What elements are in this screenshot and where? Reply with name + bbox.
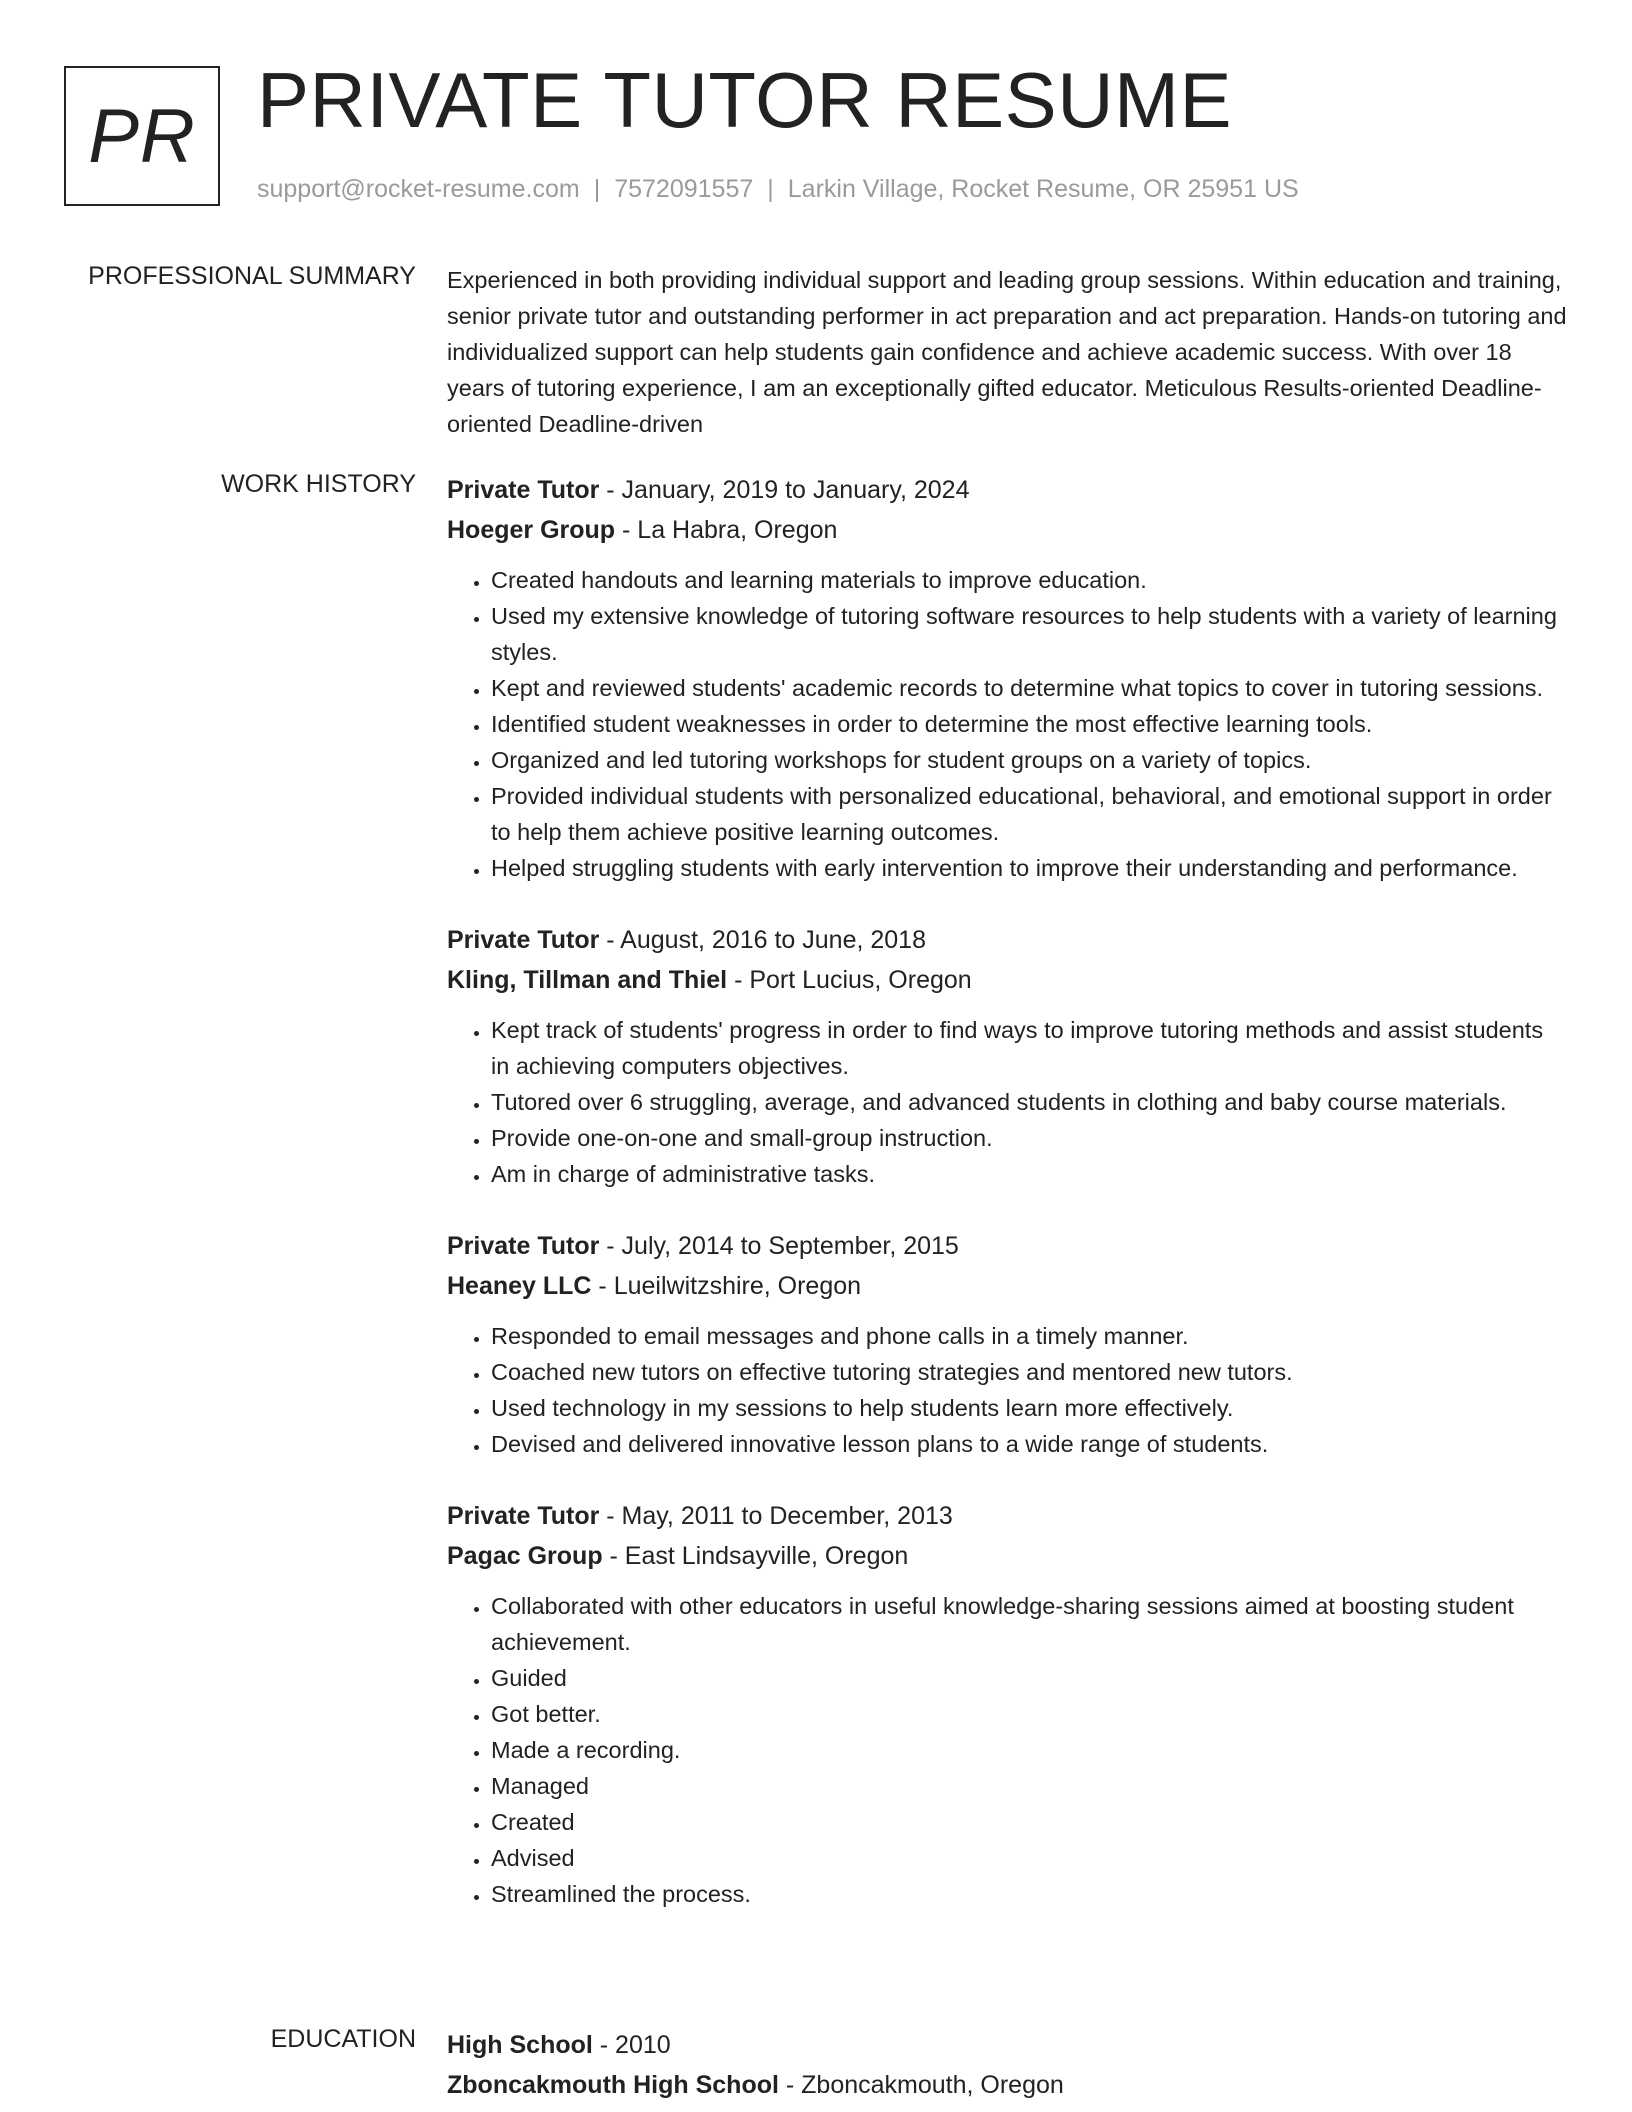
job-title: Private Tutor [447,1232,600,1260]
job-title-line [447,470,1567,510]
monogram-box [64,66,220,206]
job-company: Hoeger Group [447,516,616,544]
job-company-line [447,510,1567,550]
job-location: - Lueilwitzshire, Oregon [591,1272,862,1300]
list-item: • Tutored over 6 struggling, average, and advanced students in clothing and baby course materials. [491,1084,1567,1120]
contact-separator: | [767,175,774,203]
list-item: • Used my extensive knowledge of tutoring software resources to help students with a variety of learning styles. [491,598,1567,670]
job-title-line [447,1496,1567,1536]
job-bullets [447,1318,1567,1462]
list-item: • Helped struggling students with early intervention to improve their understanding and performance. [491,850,1567,886]
education-school-line [447,2065,1567,2105]
job-bullets [447,1588,1567,1912]
list-item: • Coached new tutors on effective tutoring strategies and mentored new tutors. [491,1354,1567,1390]
job-entry [447,920,1567,1192]
contact-email: support@rocket-resume.com [257,175,580,203]
list-item: • Organized and led tutoring workshops for student groups on a variety of topics. [491,742,1567,778]
education-heading: EDUCATION [270,2025,416,2053]
job-dates: - August, 2016 to June, 2018 [599,926,926,954]
list-item: • Provide one-on-one and small-group instruction. [491,1120,1567,1156]
job-bullets [447,1012,1567,1192]
list-item: • Streamlined the process. [491,1876,1567,1912]
job-location: - Port Lucius, Oregon [727,966,972,994]
list-item: • Created handouts and learning materials to improve education. [491,562,1567,598]
job-title: Private Tutor [447,476,600,504]
job-company-line [447,960,1567,1000]
contact-phone: 7572091557 [614,175,754,203]
list-item: • Kept and reviewed students' academic records to determine what topics to cover in tutoring sessions. [491,670,1567,706]
education-degree-line [447,2025,1567,2065]
job-entry [447,1226,1567,1462]
list-item: • Kept track of students' progress in order to find ways to improve tutoring methods and assist students in achieving computers objectives. [491,1012,1567,1084]
job-title: Private Tutor [447,1502,600,1530]
list-item: • Responded to email messages and phone calls in a timely manner. [491,1318,1567,1354]
summary-text: Experienced in both providing individual support and leading group sessions. Within education and training, senior private tutor and outstanding performer in act preparation and act preparation. Hands-on tutoring and individualized support can help students gain confidence and achieve academic success. With over 18 years of tutoring experience, I am an exceptionally gifted educator. Meticulous Results-oriented Deadline-oriented Deadline-driven [447,267,1567,437]
list-item: • Devised and delivered innovative lesson plans to a wide range of students. [491,1426,1567,1462]
job-entry [447,1496,1567,1912]
job-location: - East Lindsayville, Oregon [602,1542,909,1570]
job-company: Kling, Tillman and Thiel [447,966,728,994]
job-dates: - January, 2019 to January, 2024 [599,476,970,504]
list-item: • Collaborated with other educators in useful knowledge-sharing sessions aimed at boosting student achievement. [491,1588,1567,1660]
work-history-body [447,470,1567,1946]
education-location: - Zboncakmouth, Oregon [778,2071,1064,2099]
list-item: • Made a recording. [491,1732,1567,1768]
job-title: Private Tutor [447,926,600,954]
education-school: Zboncakmouth High School [447,2071,779,2099]
job-company: Heaney LLC [447,1272,592,1300]
list-item: • Advised [491,1840,1567,1876]
contact-address: Larkin Village, Rocket Resume, OR 25951 US [787,175,1299,203]
education-year: - 2010 [592,2031,671,2059]
list-item: • Identified student weaknesses in order to determine the most effective learning tools. [491,706,1567,742]
list-item: • Provided individual students with personalized educational, behavioral, and emotional support in order to help them achieve positive learning outcomes. [491,778,1567,850]
job-location: - La Habra, Oregon [615,516,838,544]
contact-separator: | [593,175,601,203]
job-company-line [447,1536,1567,1576]
job-entry [447,470,1567,886]
summary-body [447,262,1567,442]
list-item: • Am in charge of administrative tasks. [491,1156,1567,1192]
job-dates: - July, 2014 to September, 2015 [599,1232,959,1260]
monogram-initials: PR [88,93,196,179]
job-bullets [447,562,1567,886]
job-title-line [447,1226,1567,1266]
education-degree: High School [447,2031,593,2059]
summary-heading: PROFESSIONAL SUMMARY [88,262,416,290]
list-item: • Used technology in my sessions to help students learn more effectively. [491,1390,1567,1426]
list-item: • Guided [491,1660,1567,1696]
education-body [447,2025,1567,2105]
job-company: Pagac Group [447,1542,603,1570]
list-item: • Managed [491,1768,1567,1804]
job-company-line [447,1266,1567,1306]
job-title-line [447,920,1567,960]
work-history-heading: WORK HISTORY [221,470,416,498]
list-item: • Created [491,1804,1567,1840]
job-dates: - May, 2011 to December, 2013 [599,1502,953,1530]
contact-line [257,175,1299,204]
list-item: • Got better. [491,1696,1567,1732]
page-title: PRIVATE TUTOR RESUME [257,56,1233,144]
